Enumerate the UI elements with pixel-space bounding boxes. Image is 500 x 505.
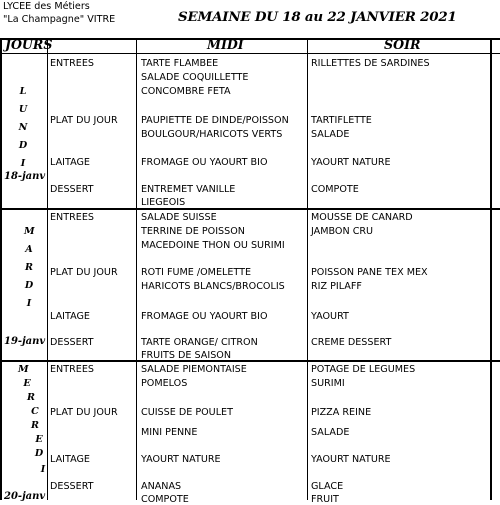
jours-divider [47,38,48,500]
menu-item-soir: PIZZA REINE [311,407,372,418]
menu-item-soir: YAOURT NATURE [311,454,391,465]
day-letter: E [23,378,31,389]
day-letter: C [31,406,39,417]
midi-soir-divider [307,38,308,500]
category-label: ENTREES [50,364,94,375]
page-title: SEMAINE DU 18 au 22 JANVIER 2021 [178,9,457,25]
day-letter: N [18,122,28,133]
day-date: 20-janv [4,491,46,502]
menu-item-soir: YAOURT [311,311,349,322]
table-left-border [0,38,2,500]
menu-item-soir: COMPOTE [311,184,359,195]
menu-item-midi: MACEDOINE THON OU SURIMI [141,240,285,251]
category-label: LAITAGE [50,454,90,465]
day-letter: M [18,364,29,375]
day-letter: M [24,226,35,237]
menu-item-midi: CUISSE DE POULET [141,407,233,418]
day-separator-1 [0,208,500,210]
category-label: ENTREES [50,212,94,223]
day-date: 19-janv [4,336,46,347]
menu-item-soir: MOUSSE DE CANARD [311,212,413,223]
header-midi: MIDI [207,37,244,52]
menu-item-midi: TARTE ORANGE/ CITRON [141,337,258,348]
menu-item-soir: SALADE [311,129,350,140]
day-letter: R [31,420,39,431]
menu-item-midi: PAUPIETTE DE DINDE/POISSON [141,115,289,126]
menu-item-midi: SALADE PIEMONTAISE [141,364,247,375]
menu-item-midi: LIEGEOIS [141,197,186,208]
header-bottom-border [0,53,500,54]
category-label: ENTREES [50,58,94,69]
day-letter: I [26,298,32,309]
category-label: DESSERT [50,184,94,195]
menu-item-midi: TERRINE DE POISSON [141,226,245,237]
menu-item-soir: SALADE [311,427,350,438]
school-name: LYCEE des Métiers [3,1,90,12]
day-letter: R [25,262,33,273]
menu-item-midi: POMELOS [141,378,188,389]
category-divider [136,38,137,500]
day-letter: E [35,434,43,445]
menu-item-soir: FRUIT [311,494,339,505]
menu-item-midi: FROMAGE OU YAOURT BIO [141,311,268,322]
menu-item-midi: FRUITS DE SAISON [141,350,232,361]
menu-item-midi: TARTE FLAMBEE [141,58,219,69]
day-separator-2 [0,360,500,362]
day-letter: R [27,392,35,403]
header-soir: SOIR [384,37,421,52]
menu-item-midi: COMPOTE [141,494,189,505]
day-letter: D [18,140,28,151]
day-letter: D [34,448,44,459]
menu-item-soir: TARTIFLETTE [311,115,372,126]
menu-item-midi: MINI PENNE [141,427,198,438]
day-letter: I [40,464,46,475]
category-label: DESSERT [50,337,94,348]
menu-item-soir: SURIMI [311,378,345,389]
category-label: PLAT DU JOUR [50,407,118,418]
day-date: 18-janv [4,171,46,182]
menu-item-midi: CONCOMBRE FETA [141,86,231,97]
menu-item-soir: YAOURT NATURE [311,157,391,168]
day-letter: L [19,86,27,97]
category-label: LAITAGE [50,311,90,322]
menu-item-midi: HARICOTS BLANCS/BROCOLIS [141,281,285,292]
menu-item-soir: POISSON PANE TEX MEX [311,267,428,278]
menu-item-midi: SALADE SUISSE [141,212,217,223]
category-label: LAITAGE [50,157,90,168]
table-right-border [490,38,492,500]
menu-item-midi: YAOURT NATURE [141,454,221,465]
menu-item-soir: JAMBON CRU [311,226,374,237]
menu-item-midi: SALADE COQUILLETTE [141,72,249,83]
day-letter: A [25,244,33,255]
category-label: DESSERT [50,481,94,492]
menu-item-soir: RILLETTES DE SARDINES [311,58,430,69]
menu-item-soir: CREME DESSERT [311,337,392,348]
category-label: PLAT DU JOUR [50,115,118,126]
menu-item-soir: POTAGE DE LEGUMES [311,364,416,375]
menu-item-midi: ENTREMET VANILLE [141,184,236,195]
menu-item-soir: GLACE [311,481,344,492]
category-label: PLAT DU JOUR [50,267,118,278]
day-letter: I [20,158,26,169]
day-letter: D [24,280,34,291]
school-subtitle: "La Champagne" VITRE [3,14,116,25]
day-letter: U [18,104,28,115]
table-top-border [0,38,500,40]
menu-item-soir: RIZ PILAFF [311,281,362,292]
menu-item-midi: ROTI FUME /OMELETTE [141,267,252,278]
menu-item-midi: FROMAGE OU YAOURT BIO [141,157,268,168]
menu-item-midi: BOULGOUR/HARICOTS VERTS [141,129,283,140]
menu-item-midi: ANANAS [141,481,182,492]
header-jours: JOURS [5,37,53,52]
